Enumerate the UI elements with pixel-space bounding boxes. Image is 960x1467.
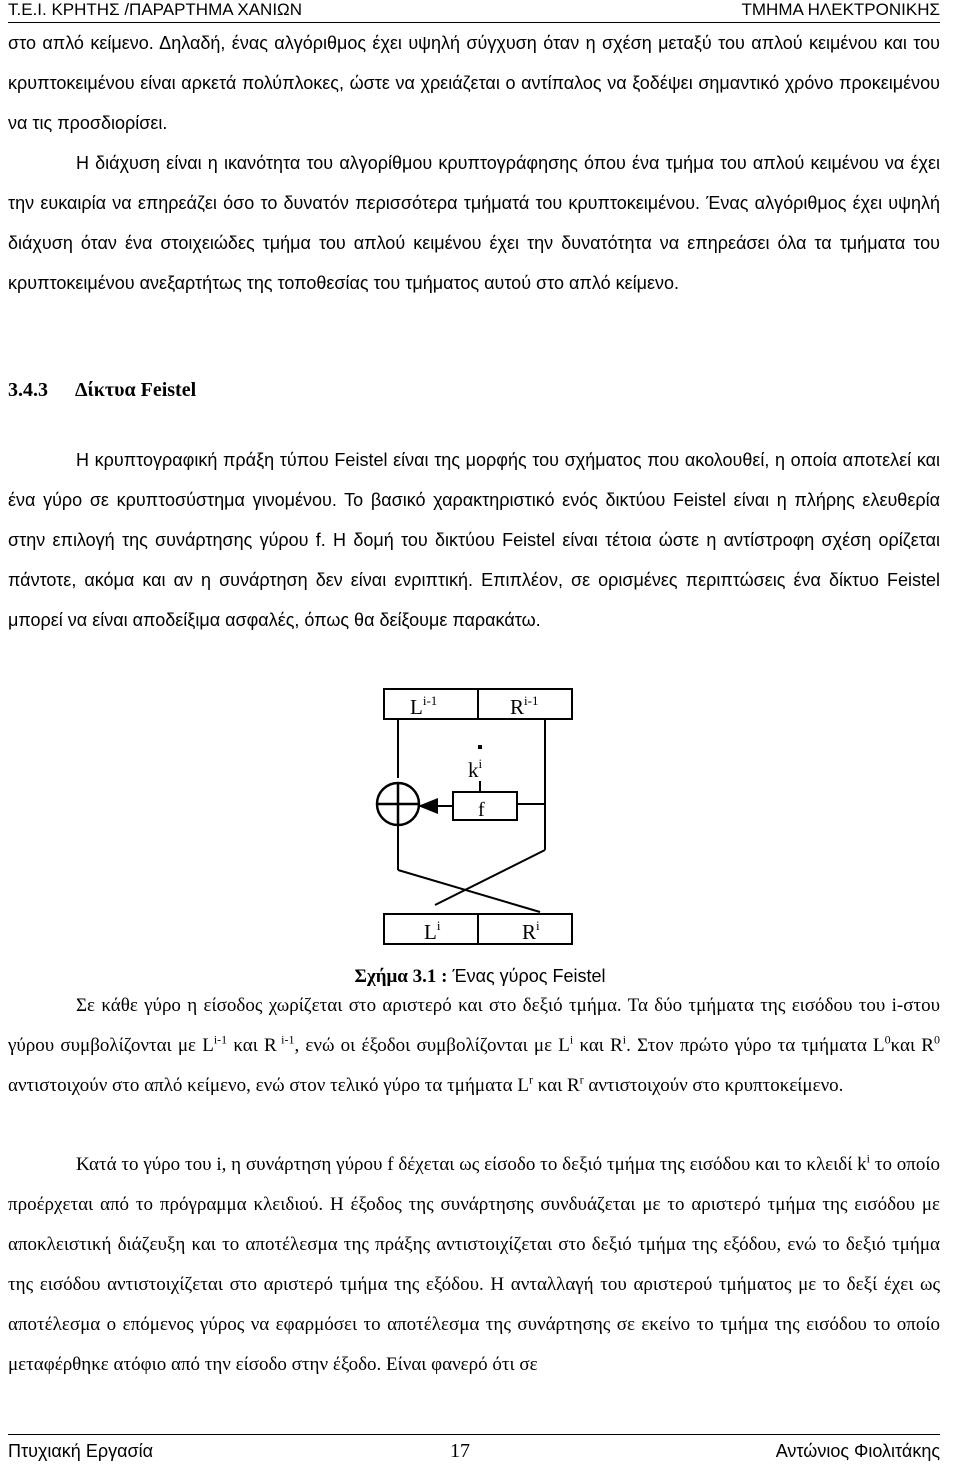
footer-author: Αντώνιος Φιολιτάκης — [775, 1441, 940, 1461]
paragraph-diffusion: Η διάχυση είναι η ικανότητα του αλγορίθμου κρυπτογράφησης όπου ένα τμήμα του απλού κειμένου να έχει την ευκαιρία να επηρεάζει όσο το δυνατόν περισσότερα τμήματά του κρυπτοκειμένου. Ένας αλγόριθμος έχει υψηλή διάχυση όταν ένα στοιχειώδες τμήμα του απλού κειμένου έχει την δυνατότητα να επηρεάσει όλα τα τμήματα του κρυπτοκειμένου ανεξαρτήτως της τοποθεσίας του τμήματος αυτού στο απλό κείμενο. — [8, 153, 940, 293]
round-function-box — [453, 792, 517, 820]
section-title: Δίκτυα Feistel — [75, 379, 197, 401]
page-footer — [8, 1434, 940, 1467]
footer-doc-type: Πτυχιακή Εργασία — [8, 1441, 153, 1461]
paragraph-feistel-intro: Η κρυπτογραφική πράξη τύπου Feistel είναι της μορφής του σχήματος που ακολουθεί, η οποία αποτελεί και ένα γύρο σε κρυπτοσύστημα γινομένου. Το βασικό χαρακτηριστικό ενός δικτύου Feistel είναι η πλήρης ελευθερία στην επιλογή της συνάρτησης γύρου f. Η δομή του δικτύου Feistel είναι τέτοια ώστε η αντίστροφη σχέση ορίζεται πάντοτε, ακόμα και αν η συνάρτηση δεν είναι ενριπτική. Επιπλέον, σε ορισμένες περιπτώσεις ένα δίκτυο Feistel μπορεί να είναι αποδείξιμα ασφαλές, όπως θα δείξουμε παρακάτω. — [8, 450, 940, 630]
input-left-label: $L^{i-1}$ — [410, 693, 438, 719]
caption-text: Ένας γύρος Feistel — [447, 966, 606, 986]
output-right-label: $R^i$ — [522, 918, 540, 944]
paragraph-round-function: Κατά το γύρο του i, η συνάρτηση γύρου f δέχεται ως είσοδο το δεξιό τμήμα της εισόδου και το κλειδί $k^i$ το οποίο προέρχεται από το πρόγραμμα κλειδιού. Η έξοδος της συνάρτησης συνδυάζεται με το αριστερό τμήμα της εισόδου με αποκλειστική διάζευξη και το αποτέλεσμα της πράξης αντιστοιχίζεται στο δεξιό τμήμα της εξόδου, ενώ το δεξιό τμήμα της εισόδου αντιστοιχίζεται στο αριστερό τμήμα της εξόδου. Η ανταλλαγή του αριστερού τμήματος με το δεξί έχει ως αποτέλεσμα ο επόμενος γύρος να εφαρμόσει το αποτέλεσμα της συνάρτησης σε εκείνο το τμήμα της εισόδου το οποίο μεταφέρθηκε ατόφιο από την είσοδο στην έξοδο. Είναι φανερό ότι σε — [8, 1151, 940, 1375]
caption-label: Σχήμα 3.1 : — [354, 966, 448, 987]
key-dot — [478, 745, 482, 749]
swap-line-left-to-right — [398, 870, 540, 912]
paragraph-confusion-end: στο απλό κείμενο. Δηλαδή, ένας αλγόριθμος έχει υψηλή σύγχυση όταν η σχέση μεταξύ του απλού κειμένου και του κρυπτοκειμένου είναι αρκετά πολύπλοκες, ώστε να χρειάζεται ο αντίπαλος να ξοδέψει σημαντικό χρόνο προκειμένου να τις προσδιορίσει. — [8, 33, 940, 133]
output-left-label: $L^i$ — [424, 918, 441, 944]
key-label: $k^i$ — [468, 756, 483, 782]
round-function-label: f — [478, 799, 485, 821]
input-right-label: $R^{i-1}$ — [510, 693, 539, 719]
header-institution: Τ.Ε.Ι. ΚΡΗΤΗΣ /ΠΑΡΑΡΤΗΜΑ ΧΑΝΙΩΝ — [8, 0, 303, 19]
page-number: 17 — [450, 1440, 470, 1462]
section-number: 3.4.3 — [8, 379, 48, 401]
paragraph-round-split: Σε κάθε γύρο η είσοδος χωρίζεται στο αριστερό και στο δεξιό τμήμα. Τα δύο τμήματα της εισόδου του i-στου γύρου συμβολίζονται με $L^{i-1}$ και R $^{i-1}$, ενώ οι έξοδοι συμβολίζονται με $L^i$ και $R^i$. Στον πρώτο γύρο τα τμήματα $L^0\kappa\alpha\iota$ $R^0$ αντιστοιχούν στο απλό κείμενο, ενώ στον τελικό γύρο τα τμήματα $L^r$ και $R^r$ αντιστοιχούν στο κρυπτοκείμενο. — [8, 995, 940, 1096]
header-department: ΤΜΗΜΑ ΗΛΕΚΤΡΟΝΙΚΗΣ — [741, 0, 940, 19]
